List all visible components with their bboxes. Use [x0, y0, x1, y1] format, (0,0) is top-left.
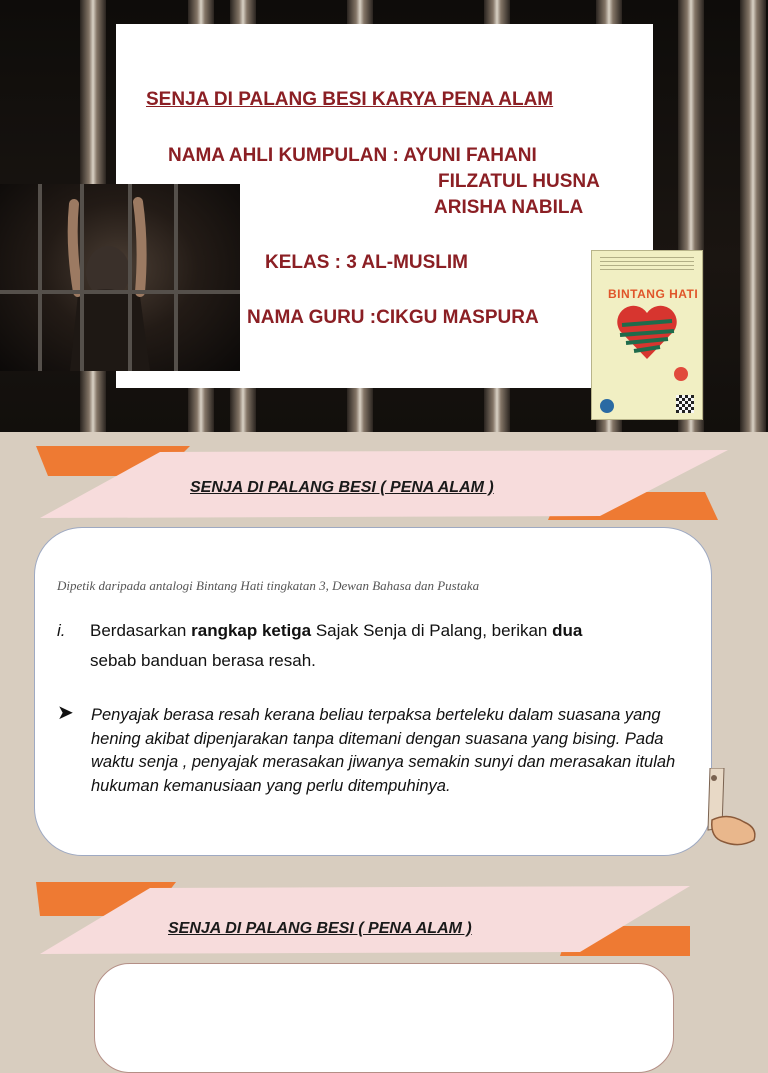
question-emphasis: dua — [552, 621, 583, 640]
teacher-label: NAMA GURU :CIKGU MASPURA — [247, 307, 539, 328]
question-number: i. — [57, 621, 66, 640]
question-part: Berdasarkan — [90, 621, 192, 640]
bottom-card — [94, 963, 674, 1073]
answer-text: Penyajak berasa resah kerana beliau terpaksa berteleku dalam suasana yang hening akibat dipenjarakan tanpa ditemani dengan suasana yang bising. Pada waktu senja , penyajak merasakan jiwanya semakin sunyi dan merasakan itulah hukuman kemanusiaan yang perlu ditempuhinya. — [91, 706, 676, 795]
title-slide — [0, 0, 768, 432]
question — [57, 616, 677, 676]
prison-photo-illustration — [0, 184, 240, 371]
content-card — [34, 527, 712, 856]
class-label: KELAS : 3 AL-MUSLIM — [265, 252, 469, 273]
book-badge-icon — [674, 367, 688, 381]
section-ribbon — [0, 446, 768, 522]
question-part: Sajak Senja di Palang, berikan — [311, 621, 553, 640]
source-note: Dipetik daripada antalogi Bintang Hati tingkatan 3, Dewan Bahasa dan Pustaka — [57, 578, 480, 593]
ribbon-label: SENJA DI PALANG BESI ( PENA ALAM ) — [190, 479, 494, 496]
members-label: NAMA AHLI KUMPULAN : AYUNI FAHANI — [168, 145, 537, 166]
heart-icon — [616, 305, 678, 361]
book-title: BINTANG HATI — [608, 287, 699, 301]
publisher-logo-icon — [600, 399, 614, 413]
question-part: sebab banduan berasa resah. — [90, 651, 316, 670]
prison-photo — [0, 184, 240, 371]
arrow-bullet-icon: ➤ — [57, 702, 74, 724]
book-small-text — [600, 257, 694, 273]
question-emphasis: rangkap ketiga — [191, 621, 312, 640]
book-cover — [592, 251, 702, 419]
question-text — [57, 616, 677, 676]
answer — [57, 704, 693, 798]
ribbon-label: SENJA DI PALANG BESI ( PENA ALAM ) — [168, 920, 472, 937]
slide-title: SENJA DI PALANG BESI KARYA PENA ALAM — [146, 89, 554, 110]
section-ribbon-2 — [0, 882, 768, 958]
cartoon-hand-icon — [700, 768, 768, 858]
qr-code-icon — [676, 395, 694, 413]
prison-bar — [740, 0, 766, 432]
member-name: ARISHA NABILA — [434, 197, 584, 218]
member-name: FILZATUL HUSNA — [438, 171, 600, 192]
